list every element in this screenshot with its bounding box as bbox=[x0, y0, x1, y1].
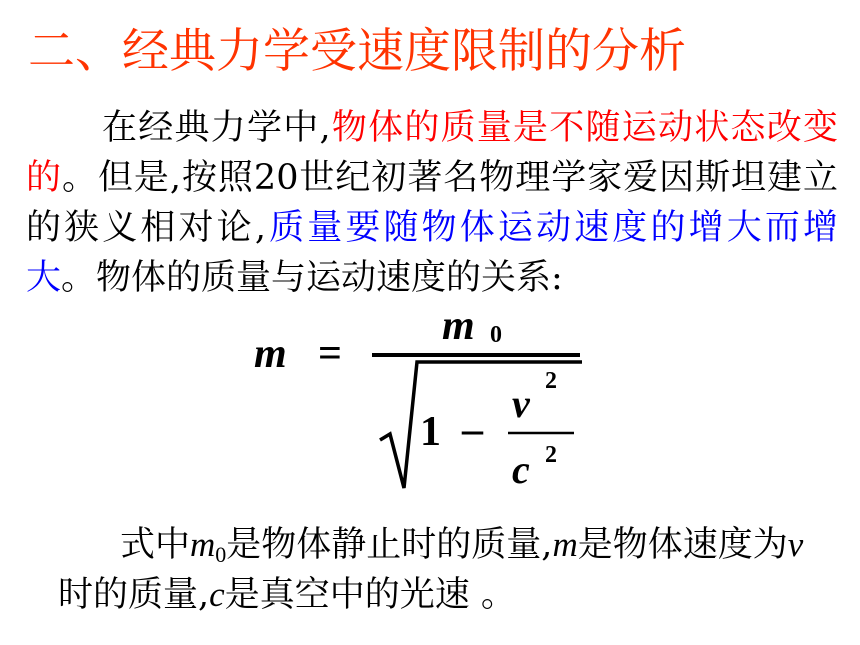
explain-var-m0: m bbox=[190, 525, 216, 564]
formula-c: c bbox=[512, 447, 530, 492]
explain-var-m0-sub: 0 bbox=[215, 542, 227, 567]
explain-text-3: 是物体速度为 bbox=[577, 525, 788, 565]
formula-one: 1 bbox=[420, 409, 441, 455]
explain-text-4: 时的质量, bbox=[58, 575, 210, 615]
explain-var-c: c bbox=[209, 575, 225, 614]
formula-equals: = bbox=[318, 331, 342, 377]
intro-highlight-blue: 质量要随物体运动速度的增大而增大 bbox=[26, 208, 838, 298]
formula-lhs-m: m bbox=[254, 331, 287, 377]
explain-text-1: 式中 bbox=[120, 525, 191, 565]
formula-v-exp: 2 bbox=[545, 368, 557, 394]
slide-title: 二、经典力学受速度限制的分析 bbox=[28, 24, 686, 79]
explain-text-5: 是真空中的光速 。 bbox=[224, 575, 516, 615]
explanation-paragraph bbox=[58, 520, 838, 620]
explain-var-v: v bbox=[787, 525, 804, 564]
intro-text-1: 在经典力学中, bbox=[102, 108, 331, 148]
explain-var-m: m bbox=[552, 525, 578, 564]
relativistic-mass-formula bbox=[0, 300, 860, 500]
intro-paragraph bbox=[26, 103, 838, 303]
explain-text-2: 是物体静止时的质量, bbox=[226, 525, 553, 565]
formula-minus: – bbox=[462, 407, 483, 453]
formula-c-exp: 2 bbox=[545, 442, 557, 468]
formula-lines-svg bbox=[0, 300, 860, 500]
formula-v: v bbox=[512, 381, 530, 426]
formula-numerator-sub: 0 bbox=[490, 322, 502, 348]
intro-text-2: 。但是,按照20世纪初著名物理学家爱因斯坦建立的狭义相对论, bbox=[26, 158, 838, 248]
formula-numerator-m: m bbox=[442, 303, 475, 349]
intro-highlight-red: 物体的质量是不随运动状态改变的 bbox=[26, 108, 838, 198]
intro-text-3: 。物体的质量与运动速度的关系: bbox=[61, 258, 563, 298]
